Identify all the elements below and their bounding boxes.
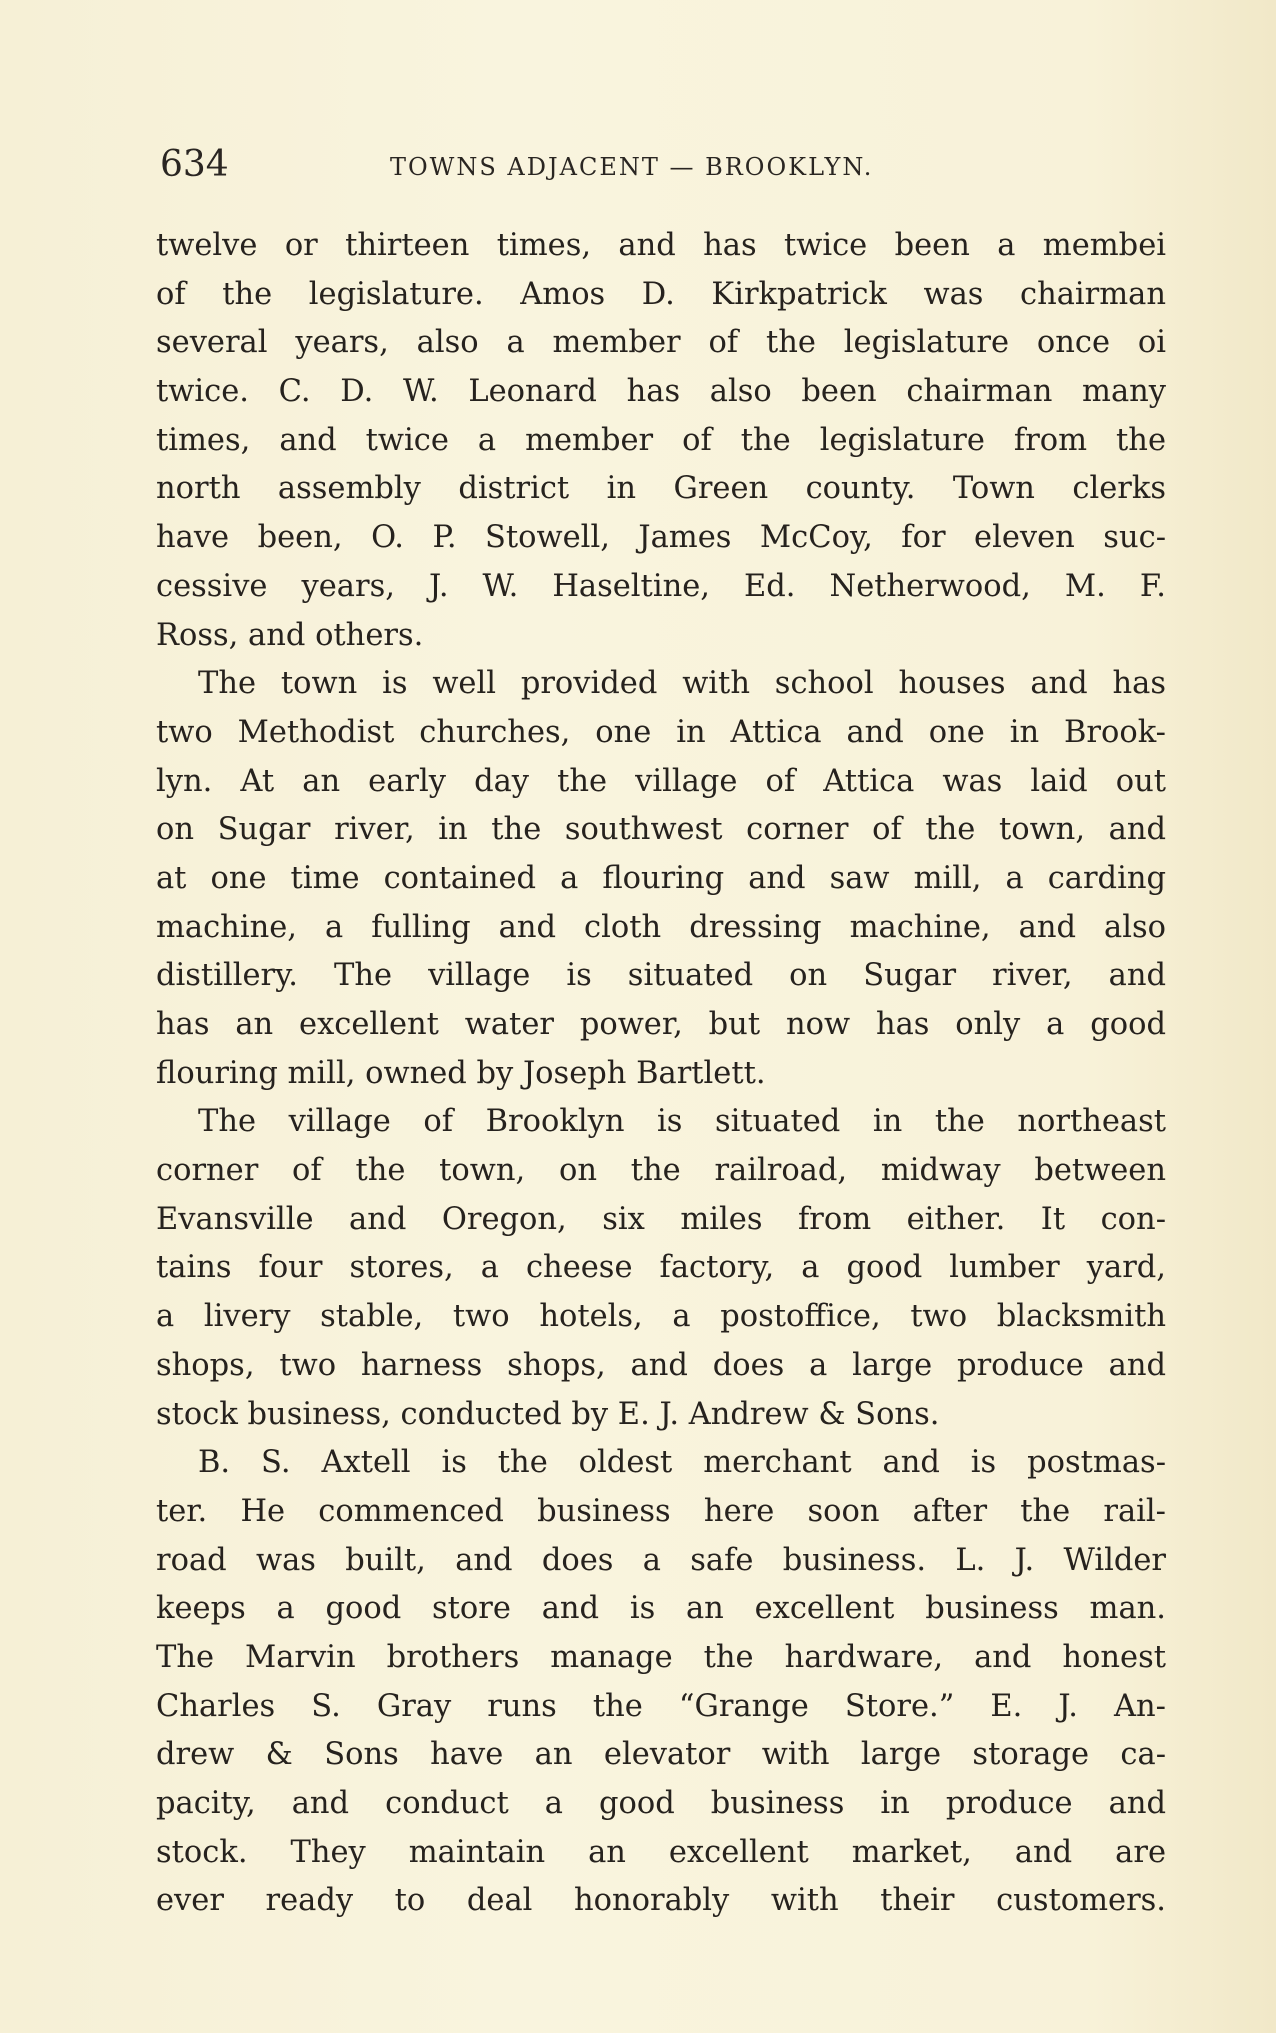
text-line: pacity, and conduct a good business in produce and	[156, 1786, 1166, 1821]
text-line: road was built, and does a safe business. L. J. Wilder	[156, 1542, 1166, 1578]
text-line: Evansville and Oregon, six miles from either. It con-	[156, 1201, 1166, 1237]
text-line: drew & Sons have an elevator with large storage ca-	[156, 1737, 1166, 1773]
text-line: has an excellent water power, but now has only a good	[156, 1007, 1166, 1042]
running-head: TOWNS ADJACENT — BROOKLYN.	[390, 153, 874, 181]
text-line: times, and twice a member of the legislature from the	[156, 422, 1166, 458]
text-line: cessive years, J. W. Haseltine, Ed. Netherwood, M. F.	[156, 568, 1166, 604]
page-number: 634	[160, 144, 229, 185]
text-line: lyn. At an early day the village of Attica was laid out	[156, 763, 1166, 799]
text-line: ter. He commenced business here soon after the rail-	[156, 1493, 1166, 1529]
text-line: at one time contained a flouring and saw mill, a carding	[156, 860, 1166, 896]
text-line: of the legislature. Amos D. Kirkpatrick was chairman	[156, 276, 1166, 312]
text-line: flouring mill, owned by Joseph Bartlett.	[156, 1055, 766, 1091]
text-line: stock. They maintain an excellent market, and are	[156, 1834, 1166, 1870]
text-line: tains four stores, a cheese factory, a good lumber yard,	[156, 1250, 1166, 1286]
text-line: twelve or thirteen times, and has twice been a membei	[156, 228, 1166, 263]
page-header	[160, 140, 1170, 190]
text-line: stock business, conducted by E. J. Andrew & Sons.	[156, 1396, 940, 1432]
text-line: distillery. The village is situated on Sugar river, and	[156, 958, 1166, 994]
text-line: a livery stable, two hotels, a postoffice, two blacksmith	[156, 1299, 1166, 1335]
text-line: keeps a good store and is an excellent business man.	[156, 1591, 1166, 1627]
text-line: two Methodist churches, one in Attica and one in Brook-	[156, 714, 1166, 750]
text-line: have been, O. P. Stowell, James McCoy, for eleven suc-	[156, 520, 1166, 556]
text-line: machine, a fulling and cloth dressing machine, and also	[156, 909, 1166, 945]
text-line: The town is well provided with school houses and has	[198, 666, 1166, 702]
text-line: several years, also a member of the legislature once oi	[156, 325, 1166, 361]
text-line: twice. C. D. W. Leonard has also been chairman many	[156, 374, 1166, 410]
text-line: Charles S. Gray runs the “Grange Store.” E. J. An-	[156, 1688, 1166, 1724]
text-line: on Sugar river, in the southwest corner of the town, and	[156, 812, 1166, 848]
text-line: ever ready to deal honorably with their customers.	[156, 1883, 1166, 1919]
body-text	[156, 222, 1166, 1926]
text-line: The Marvin brothers manage the hardware, and honest	[156, 1639, 1166, 1675]
text-line: The village of Brooklyn is situated in the northeast	[198, 1104, 1166, 1140]
text-line: north assembly district in Green county. Town clerks	[156, 471, 1166, 507]
text-line: shops, two harness shops, and does a large produce and	[156, 1347, 1166, 1383]
text-line: Ross, and others.	[156, 617, 424, 653]
text-line: B. S. Axtell is the oldest merchant and is postmas-	[198, 1445, 1166, 1481]
text-line: corner of the town, on the railroad, midway between	[156, 1153, 1166, 1189]
